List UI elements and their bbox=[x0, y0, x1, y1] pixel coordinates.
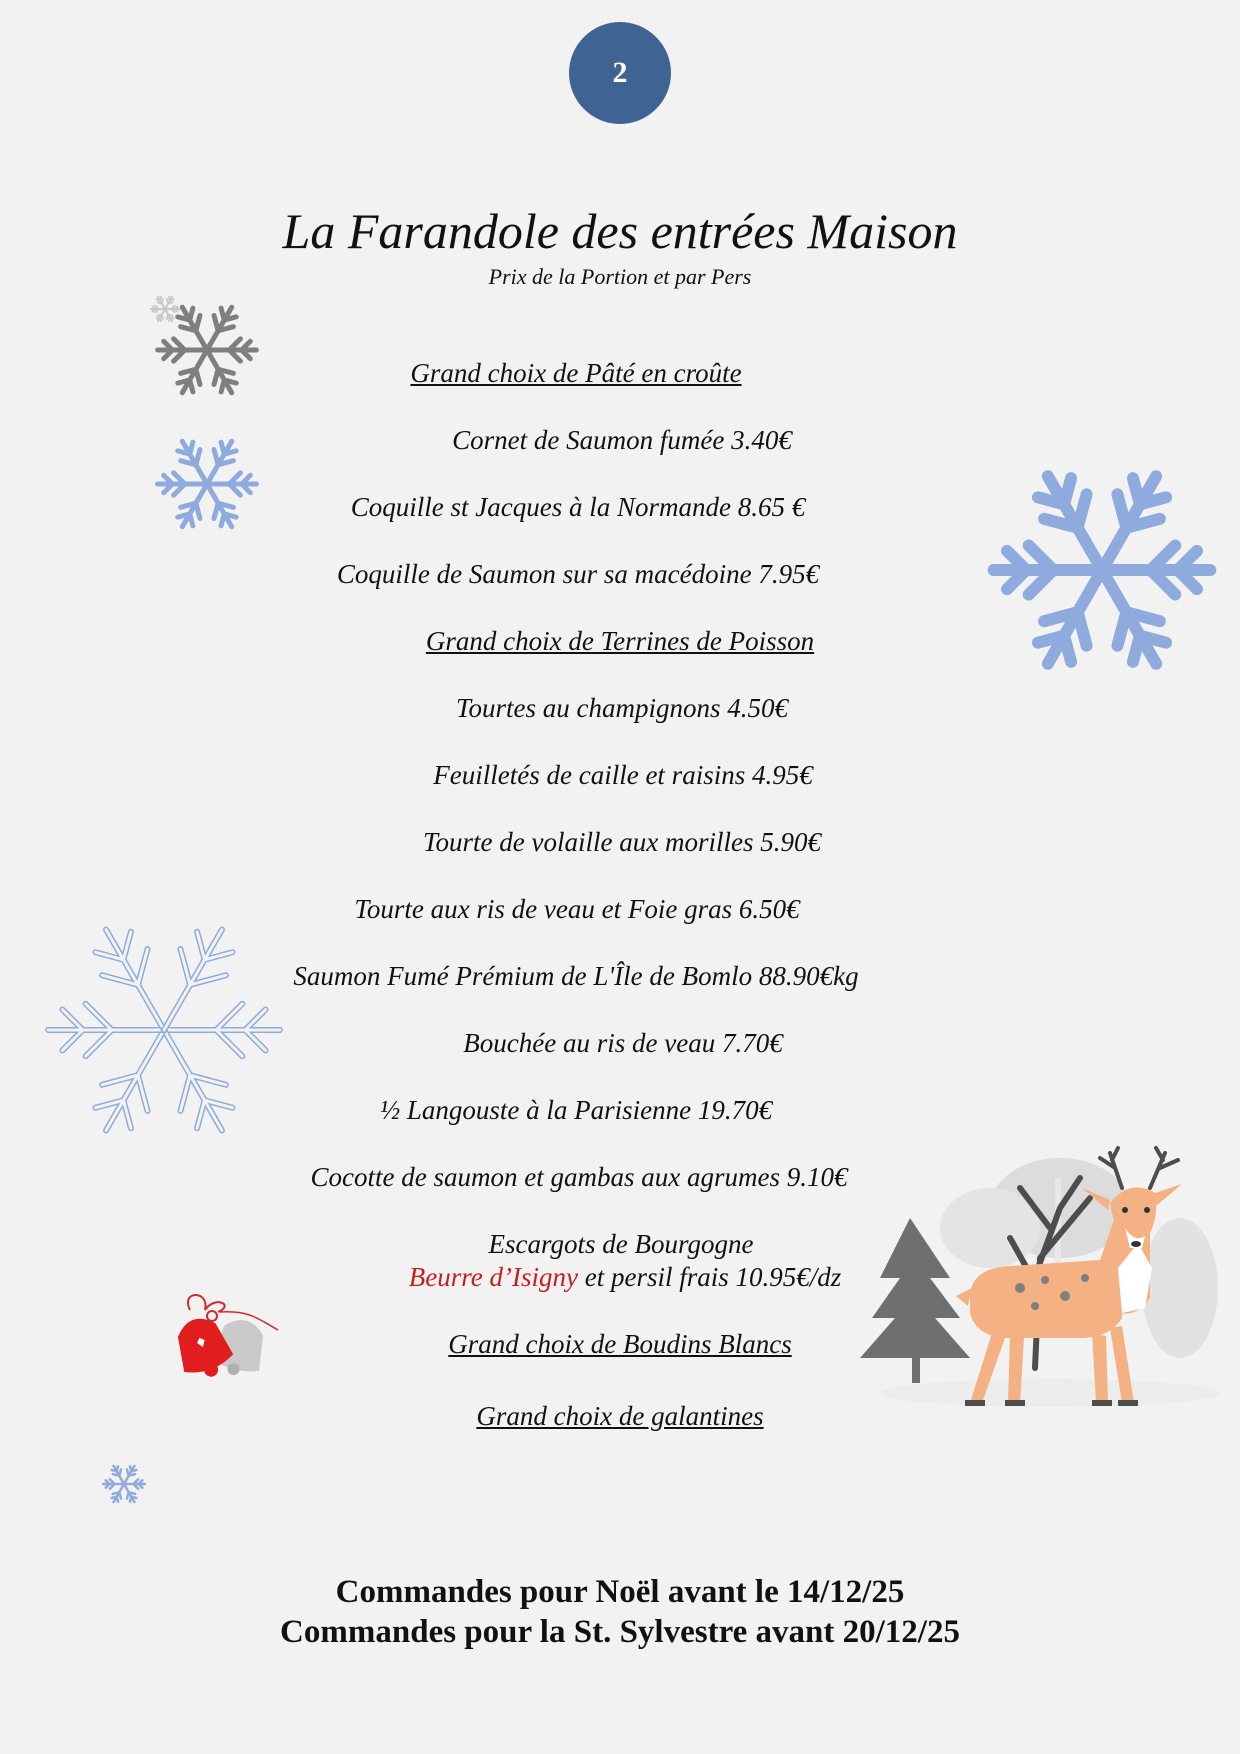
menu-heading-pate: Grand choix de Pâté en croûte bbox=[410, 358, 742, 388]
page-subtitle: Prix de la Portion et par Pers bbox=[488, 264, 752, 289]
menu-item-feuilletes: Feuilletés de caille et raisins 4.95€ bbox=[433, 760, 813, 790]
menu-item-tourte-ris-veau: Tourte aux ris de veau et Foie gras 6.50€ bbox=[354, 894, 800, 924]
menu-item-saumon-fume: Saumon Fumé Prémium de L'Île de Bomlo 88.90€kg bbox=[293, 961, 859, 991]
snowflake-icon bbox=[102, 1462, 146, 1506]
menu-heading-boudins: Grand choix de Boudins Blancs bbox=[448, 1329, 792, 1359]
menu-item-bouchee: Bouchée au ris de veau 7.70€ bbox=[463, 1028, 783, 1058]
menu-heading-terrines: Grand choix de Terrines de Poisson bbox=[425, 626, 815, 656]
escargots-highlight: Beurre d’Isigny bbox=[408, 1262, 578, 1292]
snowflake-icon bbox=[42, 908, 286, 1152]
menu-item-cornet: Cornet de Saumon fumée 3.40€ bbox=[452, 425, 792, 455]
deer-forest-illustration bbox=[860, 1148, 1220, 1418]
menu-item-coquille-st-jacques: Coquille st Jacques à la Normande 8.65 € bbox=[350, 492, 806, 522]
menu-item-escargots-line2 bbox=[390, 1262, 860, 1293]
escargots-rest: et persil frais 10.95€/dz bbox=[577, 1262, 842, 1292]
page-number: 2 bbox=[612, 56, 628, 89]
page-number-badge bbox=[569, 22, 671, 124]
menu-item-tourte-volaille: Tourte de volaille aux morilles 5.90€ bbox=[423, 827, 821, 857]
menu-item-cocotte: Cocotte de saumon et gambas aux agrumes 9.10€ bbox=[310, 1162, 848, 1192]
menu-item-escargots-line1: Escargots de Bourgogne bbox=[488, 1229, 754, 1259]
menu-heading-galantines: Grand choix de galantines bbox=[476, 1401, 764, 1431]
footer-line-sylvestre: Commandes pour la St. Sylvestre avant 20/12/25 bbox=[280, 1614, 960, 1650]
snowflake-icon bbox=[988, 456, 1216, 684]
christmas-bells-icon bbox=[160, 1290, 280, 1390]
footer-line-noel: Commandes pour Noël avant le 14/12/25 bbox=[335, 1574, 905, 1610]
snowflake-icon bbox=[155, 432, 259, 536]
menu-item-tourtes-champignons: Tourtes au champignons 4.50€ bbox=[455, 693, 789, 723]
menu-item-coquille-saumon: Coquille de Saumon sur sa macédoine 7.95€ bbox=[336, 559, 820, 589]
menu-item-langouste: ½ Langouste à la Parisienne 19.70€ bbox=[379, 1095, 773, 1125]
snowflake-icon bbox=[155, 298, 259, 402]
page-title: La Farandole des entrées Maison bbox=[282, 203, 958, 259]
